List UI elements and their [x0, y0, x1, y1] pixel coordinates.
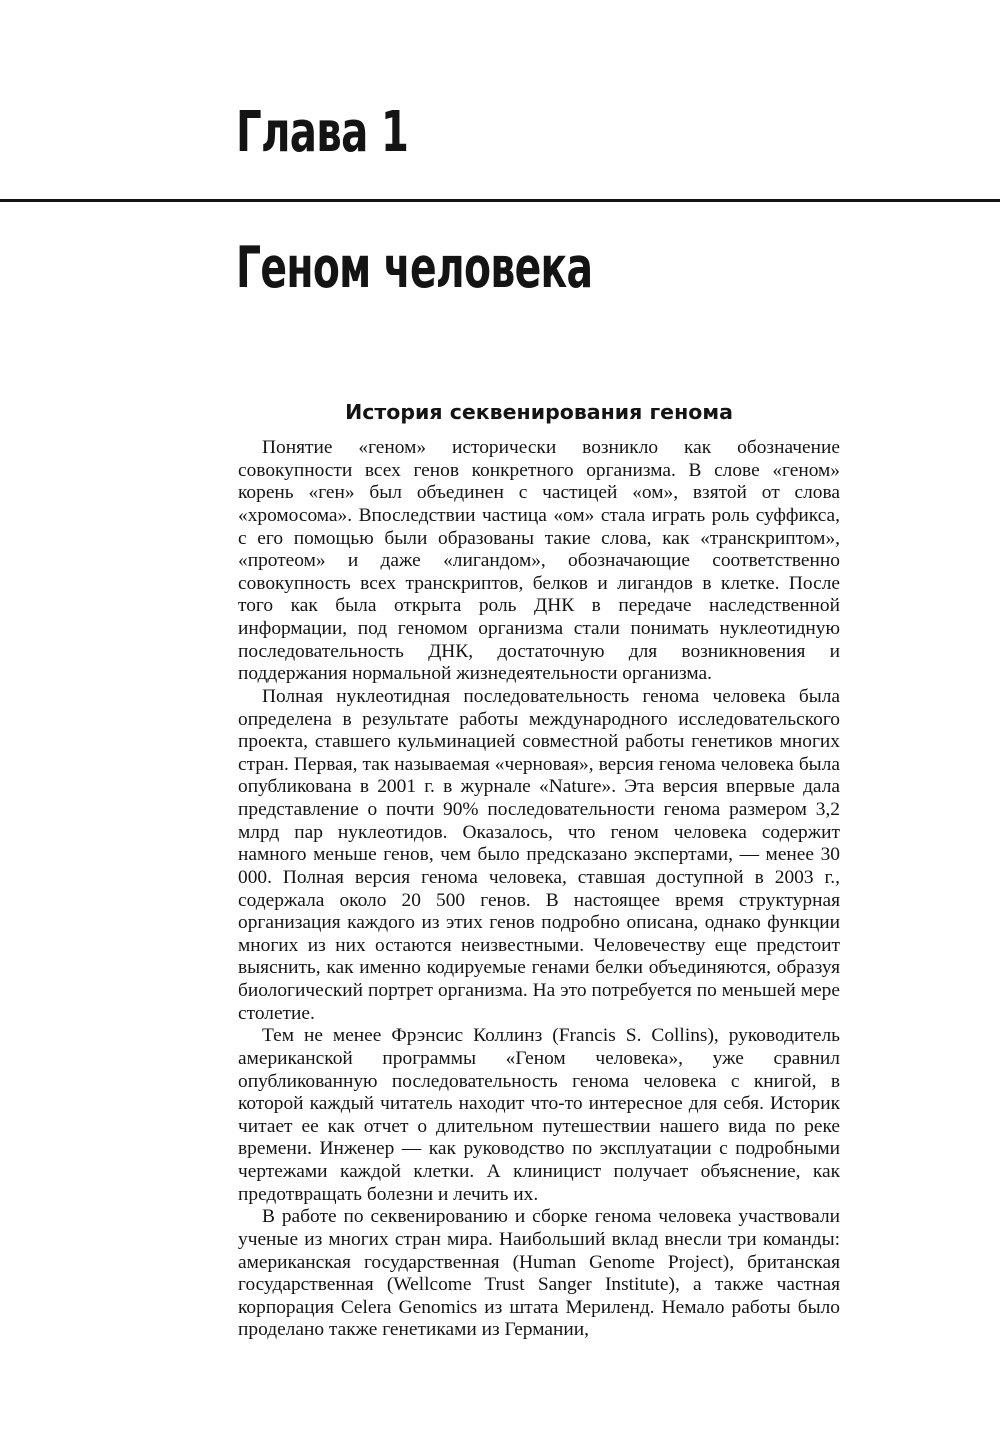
- body-text: [238, 437, 840, 1342]
- section-heading: История секвенирования генома: [345, 400, 733, 424]
- chapter-title: Геном человека: [236, 235, 593, 301]
- chapter-label: Глава 1: [236, 100, 409, 165]
- paragraph: Тем не менее Фрэнсис Коллинз (Francis S. Collins), руководитель американской программы «Геном человека», уже сравнил опубликованную последовательность генома человека с книгой, в которой каждый читатель находит что-то интересное для себя. Историк читает ее как отчет о длительном путешествии нашего вида по реке времени. Инженер — как руководство по эксплуатации с подробными чертежами каждой клетки. А клиницист получает объяснение, как предотвращать болезни и лечить их.: [238, 1025, 840, 1205]
- paragraph: В работе по секвенированию и сборке генома человека участвовали ученые из многих стран мира. Наибольший вклад внесли три команды: американская государственная (Human Genome Project), британская государственная (Wellcome Trust Sanger Institute), а также частная корпорация Celera Genomics из штата Мериленд. Немало работы было проделано также генетиками из Германии,: [238, 1206, 840, 1341]
- paragraph: Понятие «геном» исторически возникло как обозначение совокупности всех генов конкретного организма. В слове «геном» корень «ген» был объединен с частицей «ом», взятой от слова «хромосома». Впоследствии частица «ом» стала играть роль суффикса, с его помощью были образованы такие слова, как «транскриптом», «протеом» и даже «лигандом», обозначающие соответственно совокупность всех транскриптов, белков и лигандов в клетке. После того как была открыта роль ДНК в передаче наследственной информации, под геномом организма стали понимать нуклеотидную последовательность ДНК, достаточную для возникновения и поддержания нормальной жизнедеятельности организма.: [238, 437, 840, 685]
- chapter-divider: [0, 199, 1000, 202]
- paragraph: Полная нуклеотидная последовательность генома человека была определена в результате работы международного исследовательского проекта, ставшего кульминацией совместной работы генетиков многих стран. Первая, так называемая «черновая», версия генома человека была опубликована в 2001 г. в журнале «Nature». Эта версия впервые дала представление о почти 90% последовательности генома размером 3,2 млрд пар нуклеотидов. Оказалось, что геном человека содержит намного меньше генов, чем было предсказано экспертами, — менее 30 000. Полная версия генома человека, ставшая доступной в 2003 г., содержала около 20 500 генов. В настоящее время структурная организация каждого из этих генов подробно описана, однако функции многих из них остаются неизвестными. Человечеству еще предстоит выяснить, как именно кодируемые генами белки объединяются, образуя биологический портрет организма. На это потребуется по меньшей мере столетие.: [238, 685, 840, 1024]
